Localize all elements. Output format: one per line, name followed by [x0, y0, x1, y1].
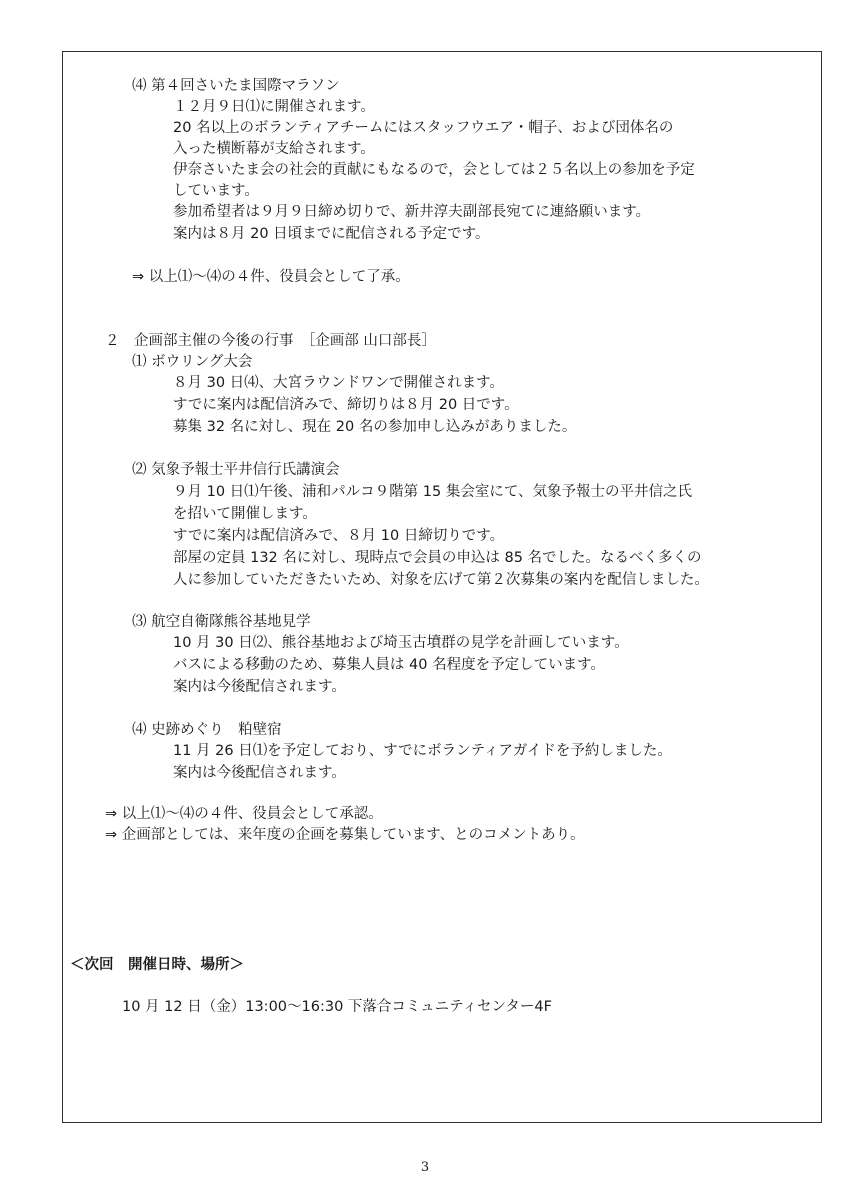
section1-item4-line: 入った横断幕が支給されます。: [173, 141, 375, 157]
section2-item-heading: ⑷ 史跡めぐり 粕壁宿: [132, 722, 282, 738]
section2-item-line: すでに案内は配信済みで、締切りは８月 20 日です。: [173, 397, 519, 413]
section2-item-line: すでに案内は配信済みで、８月 10 日締切りです。: [173, 528, 505, 544]
section1-item4-heading: ⑷ 第４回さいたま国際マラソン: [132, 78, 340, 94]
next-meeting-detail: 10 月 12 日（金）13:00～16:30 下落合コミュニティセンター4F: [122, 999, 552, 1015]
section1-item4-line: １２月９日⑴に開催されます。: [173, 99, 375, 115]
section2-item-line: 案内は今後配信されます。: [173, 679, 346, 695]
section2-item-line: バスによる移動のため、募集人員は 40 名程度を予定しています。: [173, 657, 605, 673]
section1-item4-line: 伊奈さいたま会の社会的貢献にもなるので，会としては２５名以上の参加を予定: [173, 162, 695, 178]
section2-item-line: ９月 10 日⑴午後、浦和パルコ９階第 15 集会室にて、気象予報士の平井信之氏: [173, 484, 693, 500]
section2-item-line: 案内は今後配信されます。: [173, 765, 346, 781]
section2-conclusion: ⇒ 企画部としては、来年度の企画を募集しています、とのコメントあり。: [105, 827, 585, 843]
section1-item4-line: しています。: [173, 183, 259, 199]
section2-item-line: 募集 32 名に対し、現在 20 名の参加申し込みがありました。: [173, 419, 577, 435]
section1-item4-line: 参加希望者は９月９日締め切りで、新井淳夫副部長宛てに連絡願います。: [173, 204, 651, 220]
section2-item-heading: ⑴ ボウリング大会: [132, 354, 253, 370]
section2-item-heading: ⑵ 気象予報士平井信行氏講演会: [132, 462, 340, 478]
page-number: 3: [420, 1160, 430, 1175]
section1-conclusion: ⇒ 以上⑴～⑷の４件、役員会として了承。: [132, 269, 410, 285]
section1-item4-line: 案内は８月 20 日頃までに配信される予定です。: [173, 226, 490, 242]
section2-conclusion: ⇒ 以上⑴～⑷の４件、役員会として承認。: [105, 806, 383, 822]
next-meeting-heading: ＜次回 開催日時、場所＞: [70, 957, 244, 973]
section2-item-line: 11 月 26 日⑴を予定しており、すでにボランティアガイドを予約しました。: [173, 743, 672, 759]
section2-item-heading: ⑶ 航空自衛隊熊谷基地見学: [132, 614, 311, 630]
section2-heading: ２ 企画部主催の今後の行事 ［企画部 山口部長］: [105, 333, 436, 349]
section2-item-line: 部屋の定員 132 名に対し、現時点で会員の申込は 85 名でした。なるべく多くの: [173, 550, 702, 566]
section2-item-line: を招いて開催します。: [173, 506, 317, 522]
section2-item-line: 人に参加していただきたいため、対象を広げて第２次募集の案内を配信しました。: [173, 572, 709, 588]
section2-item-line: 10 月 30 日⑵、熊谷基地および埼玉古墳群の見学を計画しています。: [173, 635, 629, 651]
section1-item4-line: 20 名以上のボランティアチームにはスタッフウエア・帽子、および団体名の: [173, 120, 674, 136]
section2-item-line: ８月 30 日⑷、大宮ラウンドワンで開催されます。: [173, 375, 505, 391]
